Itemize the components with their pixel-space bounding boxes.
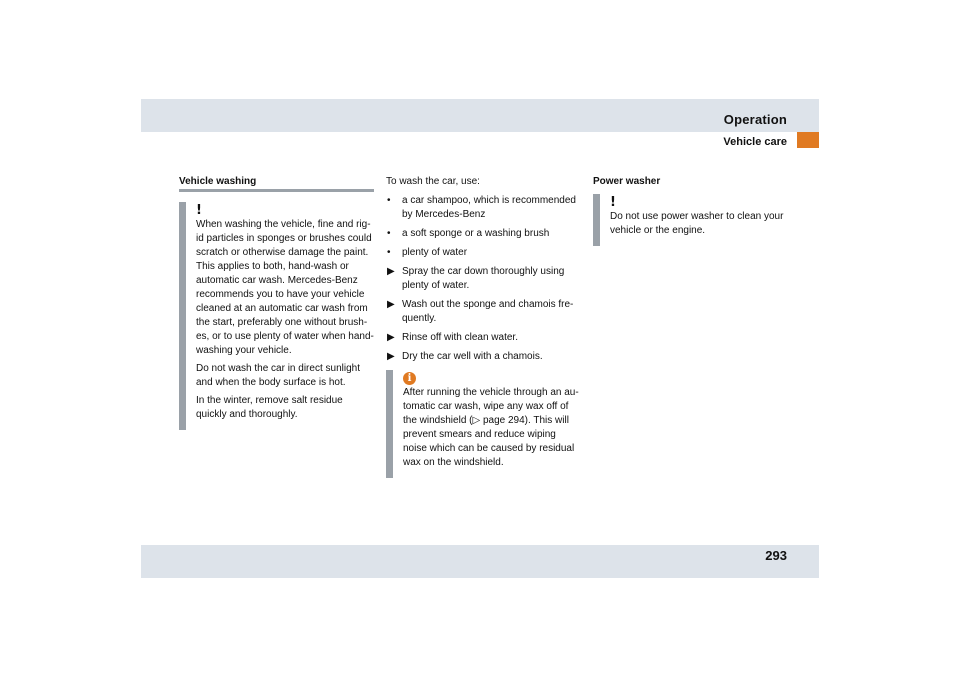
bullet-icon: • — [387, 247, 391, 258]
step-item — [386, 265, 582, 293]
step-arrow-icon: ▶ — [387, 299, 395, 310]
vehicle-washing-heading: Vehicle washing — [179, 176, 257, 187]
list-item-text: a car shampoo, which is recommended by Mercedes-Benz — [402, 195, 576, 220]
bullet-icon: • — [387, 195, 391, 206]
vehicle-washing-column — [179, 175, 374, 430]
power-washer-heading: Power washer — [593, 176, 661, 187]
section-title: Operation — [723, 112, 787, 127]
list-item-text: plenty of water — [402, 247, 468, 258]
warning-paragraph: When washing the vehicle, fine and rig-id particles in sponges or brushes could scratch or otherwise damage the paint. This applies to both, hand-wash or automatic car wash. Mercedes-Benz recommends you to have your vehicle cleaned at an automatic car wash from the start, preferably one without brush-es, or to use plenty of water when hand-washing your vehicle. — [196, 219, 374, 356]
wash-instructions-column — [386, 175, 582, 478]
subsection-title: Vehicle care — [723, 136, 787, 148]
warning-text: Do not use power washer to clean your vehicle or the engine. — [610, 211, 784, 236]
step-text: Dry the car well with a chamois. — [402, 351, 543, 362]
info-icon: i — [403, 372, 416, 385]
footer-band — [141, 545, 819, 578]
heading-rule — [179, 189, 374, 192]
step-text: Spray the car down thoroughly using plenty of water. — [402, 266, 565, 291]
step-item — [386, 331, 582, 345]
steps-list — [386, 265, 582, 364]
warning-icon: ! — [196, 203, 202, 218]
list-item-text: a soft sponge or a washing brush — [402, 228, 550, 239]
page-number: 293 — [765, 548, 787, 563]
step-arrow-icon: ▶ — [387, 351, 395, 362]
warning-paragraph: In the winter, remove salt residue quickly and thoroughly. — [196, 395, 343, 420]
wash-intro: To wash the car, use: — [386, 176, 480, 187]
info-notice — [386, 370, 582, 478]
step-arrow-icon: ▶ — [387, 266, 395, 277]
warning-notice — [179, 202, 374, 430]
list-item — [386, 194, 582, 222]
header-band — [141, 99, 819, 132]
warning-notice — [593, 194, 789, 246]
step-item — [386, 350, 582, 364]
warning-icon: ! — [610, 195, 616, 210]
section-tab-marker — [797, 132, 819, 148]
power-washer-column — [593, 175, 789, 246]
list-item — [386, 246, 582, 260]
supplies-list — [386, 194, 582, 260]
step-text: Wash out the sponge and chamois fre-quently. — [402, 299, 574, 324]
warning-paragraph: Do not wash the car in direct sunlight and when the body surface is hot. — [196, 363, 360, 388]
step-item — [386, 298, 582, 326]
bullet-icon: • — [387, 228, 391, 239]
step-text: Rinse off with clean water. — [402, 332, 518, 343]
step-arrow-icon: ▶ — [387, 332, 395, 343]
info-text: After running the vehicle through an au-tomatic car wash, wipe any wax off of the windshield (▷ page 294). This will prevent smears and reduce wiping noise which can be caused by residual wax on the windshield. — [403, 387, 579, 468]
list-item — [386, 227, 582, 241]
